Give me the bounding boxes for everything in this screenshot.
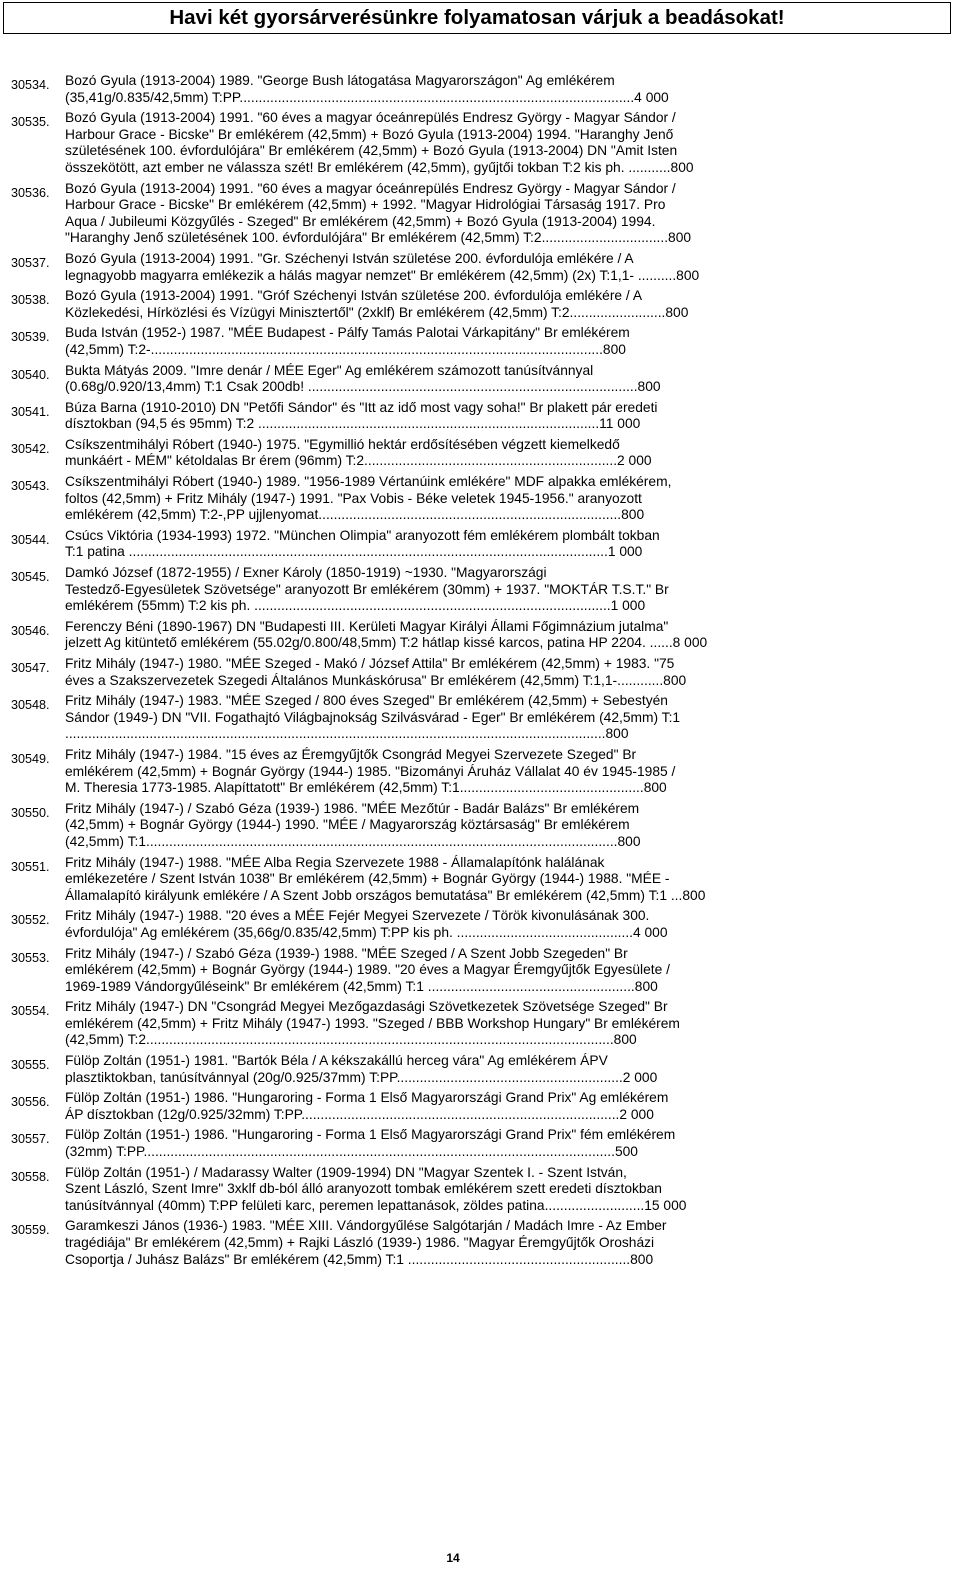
lot-entry — [0, 437, 960, 470]
lot-number: 30543. — [11, 479, 50, 494]
lot-entry — [0, 110, 960, 176]
lot-description: Bozó Gyula (1913-2004) 1991. "60 éves a magyar óceánrepülés Endresz György - Magyar Sándor / Harbour Grace - Bicske" Br emlékérem (42,5mm) + Bozó Gyula (1913-2004) 1994. "Haranghy Jenő születésének 100. évfordulójára" Br emlékérem (42,5mm) + Bozó Gyula (1913-2004) DN "Amit Isten összekötött, azt ember ne válassza szét! Br emlékérem (42,5mm), gyűjtői tokban T:2 kis ph. ...........800 — [65, 110, 694, 175]
lot-entry — [0, 999, 960, 1049]
lot-description: Buda István (1952-) 1987. "MÉE Budapest - Pálfy Tamás Palotai Várkapitány" Br emlékérem (42,5mm) T:2-......................................................................................................................800 — [65, 325, 630, 357]
lot-description: Fülöp Zoltán (1951-) 1986. "Hungaroring - Forma 1 Első Magyarországi Grand Prix" fém emlékérem (32mm) T:PP...........................................................................................................................500 — [65, 1127, 676, 1160]
lot-number: 30548. — [11, 698, 50, 713]
lot-number: 30534. — [11, 78, 50, 92]
lot-description: Fritz Mihály (1947-) 1980. "MÉE Szeged - Makó / József Attila" Br emlékérem (42,5mm) + 1983. "75 éves a Szakszervezetek Szegedi Általános Munkáskórusa" Br emlékérem (42,5mm) T:1,1-............800 — [65, 656, 687, 688]
lot-number: 30552. — [11, 913, 50, 928]
lot-description: Csúcs Viktória (1934-1993) 1972. "München Olimpia" aranyozott fém emlékérem plombált tokban T:1 patina .............................................................................................................................1 000 — [65, 527, 660, 560]
lot-number: 30536. — [11, 185, 50, 200]
lot-entry — [0, 1165, 960, 1215]
lot-number: 30537. — [11, 255, 50, 270]
lot-number: 30556. — [11, 1095, 50, 1110]
lot-number: 30540. — [11, 367, 50, 382]
lot-number: 30558. — [11, 1169, 50, 1184]
lot-entry — [0, 528, 960, 561]
lot-entry — [0, 251, 960, 284]
lot-description: Bozó Gyula (1913-2004) 1991. "60 éves a magyar óceánrepülés Endresz György - Magyar Sándor / Harbour Grace - Bicske" Br emlékérem (42,5mm) + 1992. "Magyar Hidrológiai Társaság 1917. Pro Aqua / Jubileumi Közgyűlés - Szeged" Br emlékérem (42,5mm) + Bozó Gyula (1913-2004) 1994. "Haranghy Jenő születésének 100. évfordulójára" Br emlékérem (42,5mm) T:2.................................800 — [65, 180, 692, 246]
lot-description: Fülöp Zoltán (1951-) 1981. "Bartók Béla / A kékszakállú herceg vára" Ag emlékérem ÁPV plasztiktokban, tanúsítvánnyal (20g/0.925/37mm) T:PP...........................................................2 000 — [65, 1053, 658, 1085]
lot-description: Fritz Mihály (1947-) / Szabó Géza (1939-) 1986. "MÉE Mezőtúr - Badár Balázs" Br emlékérem (42,5mm) + Bognár György (1944-) 1990. "MÉE / Magyarország köztársaság" Br emlékérem (42,5mm) T:1...........................................................................................................................800 — [65, 800, 641, 849]
lot-number: 30550. — [11, 805, 50, 820]
lot-number: 30547. — [11, 661, 50, 675]
lot-entry — [0, 565, 960, 615]
lot-description: Fritz Mihály (1947-) / Szabó Géza (1939-) 1988. "MÉE Szeged / A Szent Jobb Szegeden" Br emlékérem (42,5mm) + Bognár György (1944-) 1989. "20 éves a Magyar Éremgyűjtők Egyesülete / 1969-1989 Vándorgyűléseink" Br emlékérem (42,5mm) T:1 ......................................................800 — [65, 945, 670, 994]
lot-entry — [0, 619, 960, 652]
lot-description: Fritz Mihály (1947-) 1988. "MÉE Alba Regia Szervezete 1988 - Államalapítónk halálának emlékezetére / Szent István 1038" Br emlékérem (42,5mm) + Bognár György (1944-) 1988. "MÉE - Államalapító királyunk emlékére / A Szent Jobb országos bemutatása" Br emlékérem (42,5mm) T:1 ...800 — [65, 854, 706, 903]
lot-description: Csíkszentmihályi Róbert (1940-) 1989. "1956-1989 Vértanúink emlékére" MDF alpakka emlékérem, foltos (42,5mm) + Fritz Mihály (1947-) 1991. "Pax Vobis - Béke veletek 1945-1956." aranyozott emlékérem (42,5mm) T:2-,PP ujjlenyomat...............................................................................800 — [65, 474, 672, 523]
lot-description: Damkó József (1872-1955) / Exner Károly (1850-1919) ~1930. "Magyarországi Testedző-Egyesületek Szövetsége" aranyozott Br emlékérem (30mm) + 1937. "MOKTÁR T.S.T." Br emlékérem (55mm) T:2 kis ph. .............................................................................................1 000 — [65, 565, 669, 614]
lot-number: 30554. — [11, 1004, 50, 1019]
lot-entry — [0, 908, 960, 941]
lot-description: Fritz Mihály (1947-) DN "Csongrád Megyei Mezőgazdasági Szövetkezetek Szövetsége Szeged" Br emlékérem (42,5mm) + Fritz Mihály (1947-) 1993. "Szeged / BBB Workshop Hungary" Br emlékérem (42,5mm) T:2..........................................................................................................................800 — [65, 999, 680, 1048]
lot-description: Bozó Gyula (1913-2004) 1991. "Gr. Széchenyi István születése 200. évfordulója emlékére / A legnagyobb magyarra emlékezik a hálás magyar nemzet" Br emlékérem (42,5mm) (2x) T:1,1- ..........800 — [65, 250, 700, 283]
lot-number: 30535. — [11, 115, 50, 130]
lot-number: 30538. — [11, 293, 50, 308]
lot-entry — [0, 855, 960, 905]
banner-text: Havi két gyorsárverésünkre folyamatosan várjuk a beadásokat! — [169, 6, 785, 29]
lot-description: Fülöp Zoltán (1951-) / Madarassy Walter (1909-1994) DN "Magyar Szentek I. - Szent István, Szent László, Szent Imre" 3xklf db-ból álló aranyozott tombak emlékérem szett eredeti dísztokban tanúsítvánnyal (40mm) T:PP felületi karc, peremen lepattanások, zöldes patina..........................15 000 — [65, 1164, 687, 1213]
lot-entry — [0, 801, 960, 851]
lot-entry — [0, 1053, 960, 1086]
lot-description: Bozó Gyula (1913-2004) 1989. "George Bush látogatása Magyarországon" Ag emlékérem (35,41g/0.835/42,5mm) T:PP.......................................................................................................4 000 — [65, 73, 669, 105]
lot-description: Bozó Gyula (1913-2004) 1991. "Gróf Széchenyi István születése 200. évfordulója emlékére / A Közlekedési, Hírközlési és Vízügyi Minisztertől" (2xklf) Br emlékérem (42,5mm) T:2.........................800 — [65, 288, 689, 320]
lot-entry — [0, 693, 960, 743]
lot-entry — [0, 181, 960, 247]
lot-number: 30555. — [11, 1058, 50, 1073]
lot-description: Fritz Mihály (1947-) 1984. "15 éves az Éremgyűjtők Csongrád Megyei Szervezete Szeged" Br emlékérem (42,5mm) + Bognár György (1944-) 1985. "Bizományi Áruház Vállalat 40 év 1945-1985 / M. Theresia 1773-1985. Alapíttatott" Br emlékérem (42,5mm) T:1................................................800 — [65, 746, 676, 796]
lot-entry — [0, 363, 960, 396]
lot-description: Fritz Mihály (1947-) 1983. "MÉE Szeged / 800 éves Szeged" Br emlékérem (42,5mm) + Sebestyén Sándor (1949-) DN "VII. Fogathajtó Világbajnokság Szilvásvárad - Eger" Br emlékérem (42,5mm) T:1 .............................................................................................................................................800 — [65, 693, 681, 742]
page-number: 14 — [446, 1551, 460, 1565]
announcement-banner — [3, 2, 951, 34]
lot-entry — [0, 474, 960, 524]
lot-list — [0, 73, 960, 1272]
lot-entry — [0, 747, 960, 797]
lot-description: Fülöp Zoltán (1951-) 1986. "Hungaroring - Forma 1 Első Magyarországi Grand Prix" Ag emlékérem ÁP dísztokban (12g/0.925/32mm) T:PP...................................................................................2 000 — [65, 1090, 669, 1122]
lot-entry — [0, 1090, 960, 1123]
lot-entry — [0, 73, 960, 106]
lot-number: 30541. — [11, 404, 50, 419]
lot-description: Bukta Mátyás 2009. "Imre denár / MÉE Eger" Ag emlékérem számozott tanúsítvánnyal (0.68g/0.920/13,4mm) T:1 Csak 200db! ......................................................................................800 — [65, 362, 661, 395]
lot-number: 30559. — [11, 1223, 50, 1238]
lot-number: 30549. — [11, 751, 50, 766]
lot-entry — [0, 656, 960, 689]
lot-number: 30542. — [11, 441, 50, 456]
lot-number: 30551. — [11, 859, 50, 874]
lot-entry — [0, 400, 960, 433]
lot-entry — [0, 325, 960, 358]
lot-number: 30546. — [11, 623, 50, 638]
lot-number: 30539. — [11, 330, 50, 345]
lot-description: Garamkeszi János (1936-) 1983. "MÉE XIII. Vándorgyűlése Salgótarján / Madách Imre - Az Ember tragédiája" Br emlékérem (42,5mm) + Rajki László (1939-) 1986. "Magyar Éremgyűjtők Orosházi Csoportja / Juhász Balázs" Br emlékérem (42,5mm) T:1 ..........................................................800 — [65, 1218, 667, 1267]
lot-number: 30544. — [11, 532, 50, 547]
lot-number: 30545. — [11, 570, 50, 585]
lot-number: 30557. — [11, 1132, 50, 1147]
lot-entry — [0, 1127, 960, 1160]
lot-entry — [0, 1218, 960, 1268]
lot-entry — [0, 946, 960, 996]
lot-description: Csíkszentmihályi Róbert (1940-) 1975. "Egymillió hektár erdősítésében végzett kiemelkedő munkáért - MÉM" kétoldalas Br érem (96mm) T:2..................................................................2 000 — [65, 436, 652, 469]
lot-description: Ferenczy Béni (1890-1967) DN "Budapesti III. Kerületi Magyar Királyi Állami Főgimnázium jutalma" jelzett Ag kitüntető emlékérem (55.02g/0.800/48,5mm) T:2 hátlap kissé karcos, patina HP 2204. ......8 000 — [65, 618, 708, 651]
lot-number: 30553. — [11, 950, 50, 965]
lot-entry — [0, 288, 960, 321]
lot-description: Fritz Mihály (1947-) 1988. "20 éves a MÉE Fejér Megyei Szervezete / Török kivonulásának 300. évfordulója" Ag emlékérem (35,66g/0.835/42,5mm) T:PP kis ph. ..............................................4 000 — [65, 908, 668, 940]
lot-description: Búza Barna (1910-2010) DN "Petőfi Sándor" és "Itt az idő most vagy soha!" Br plakett pár eredeti dísztokban (94,5 és 95mm) T:2 .........................................................................................11 000 — [65, 399, 658, 432]
